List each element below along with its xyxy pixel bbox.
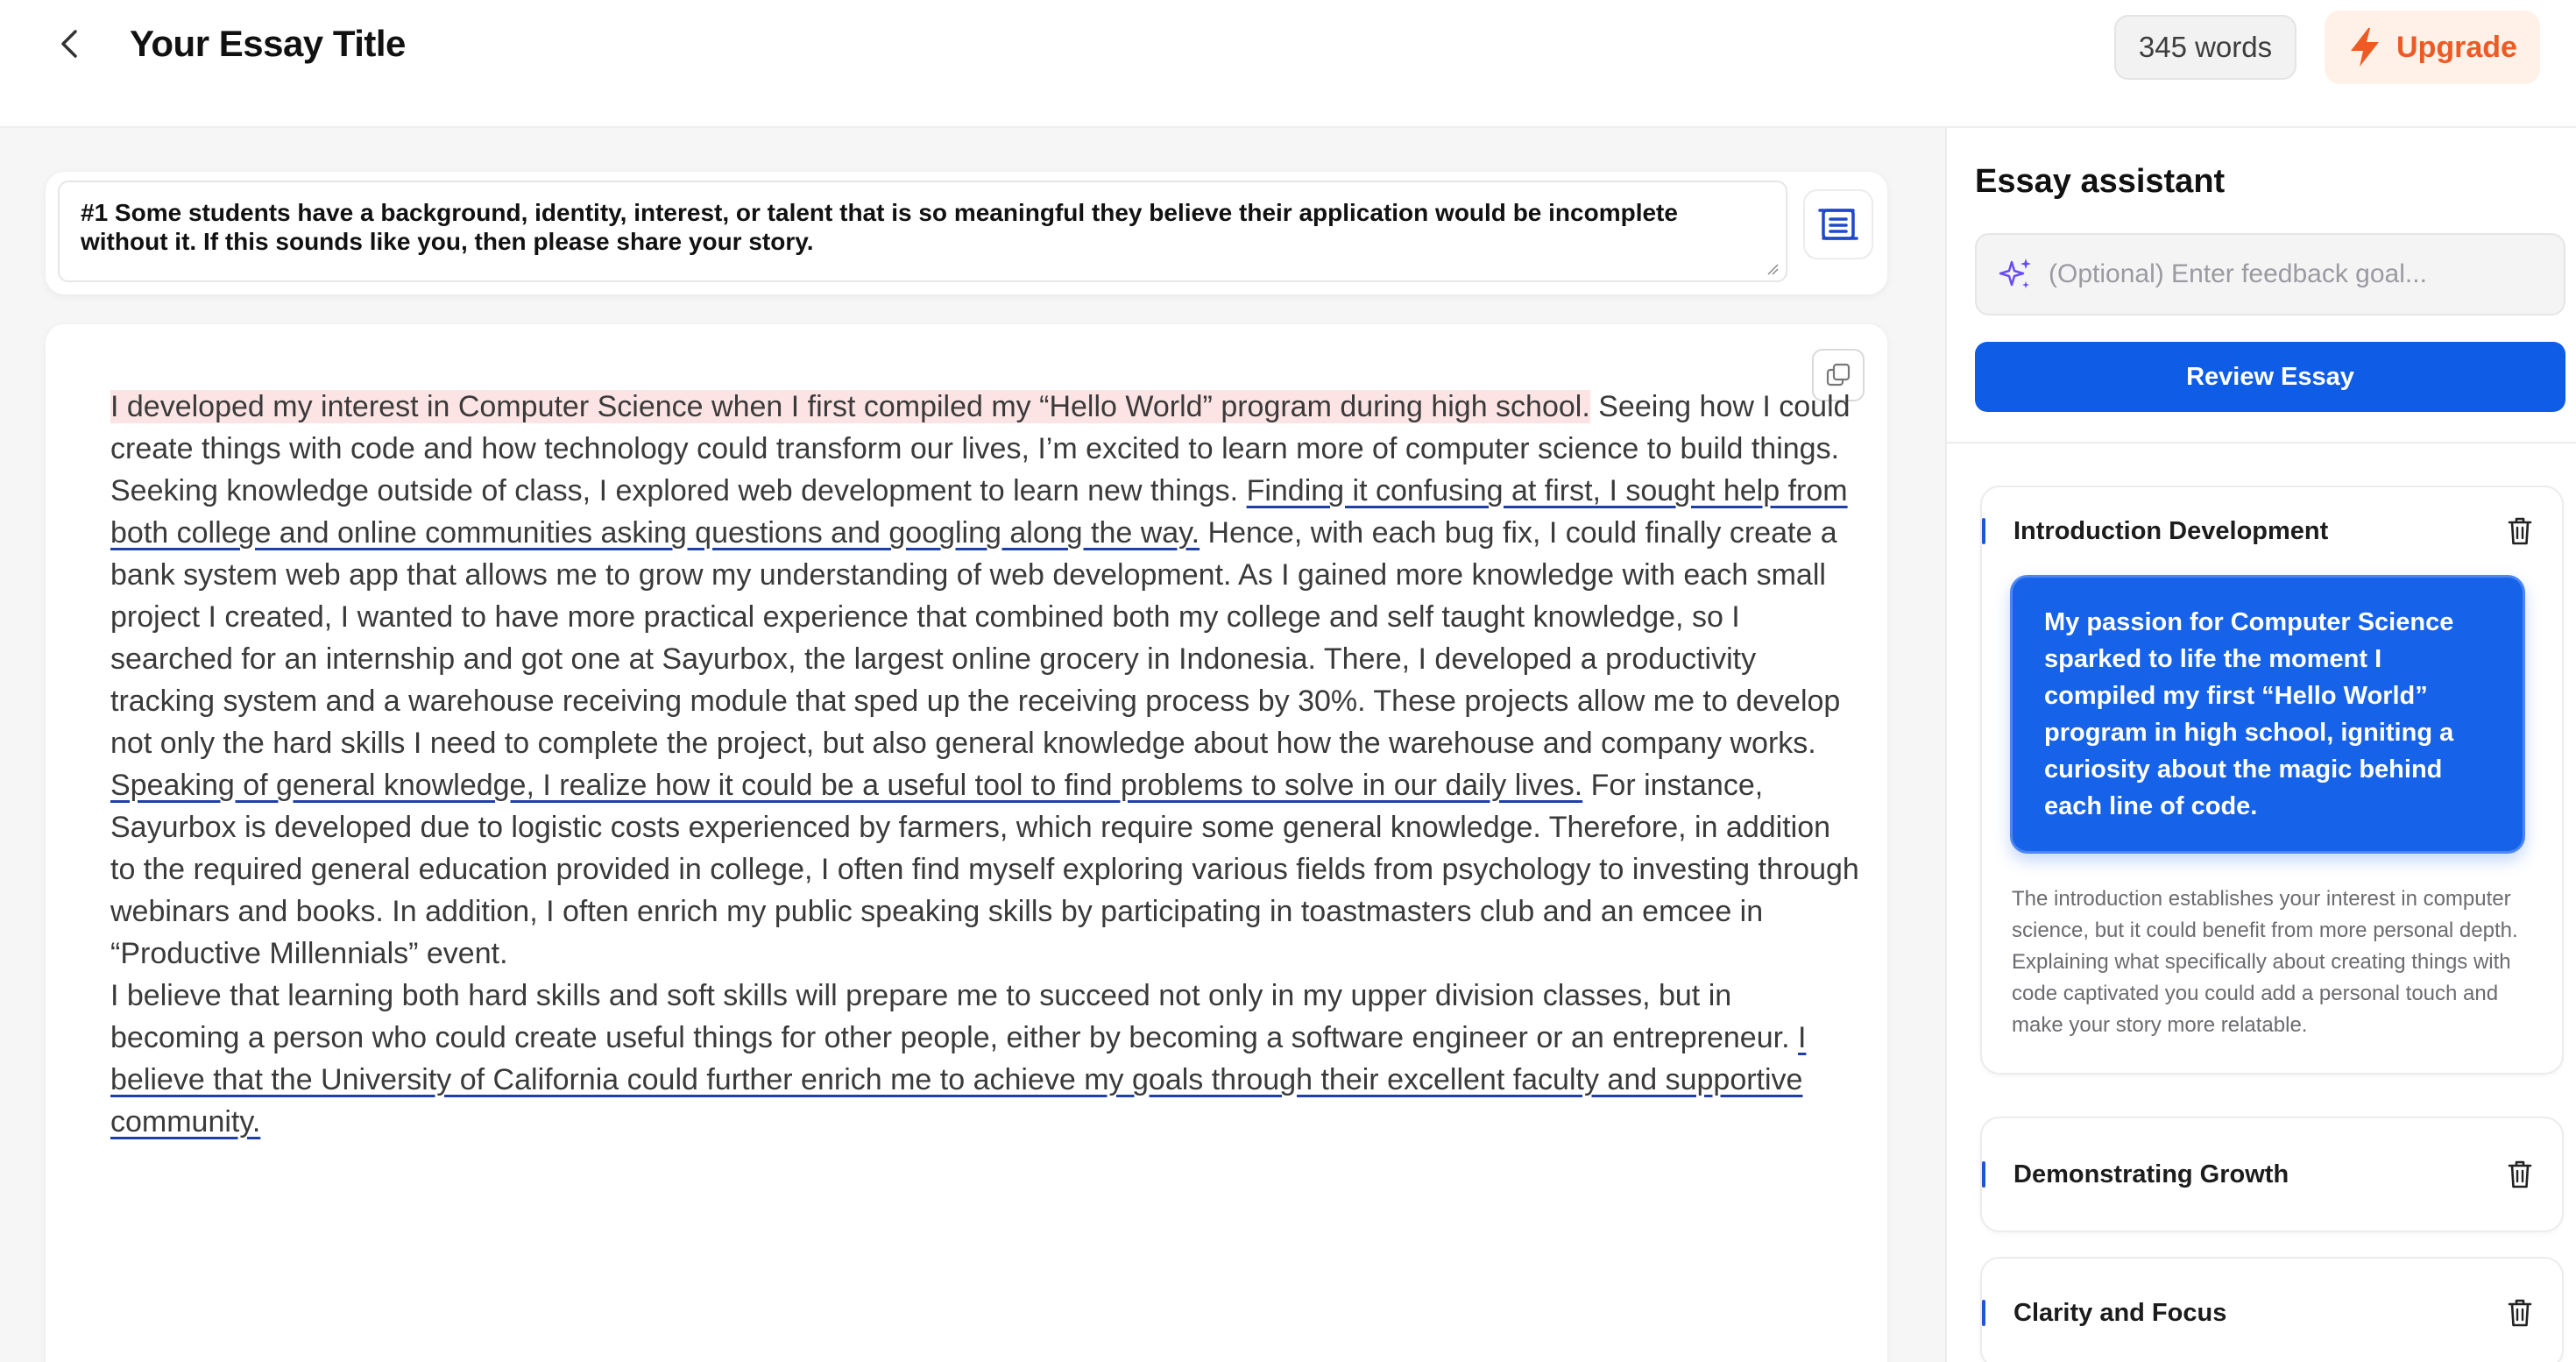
essay-paragraph: [110, 470, 1863, 764]
feedback-accent-bar: [1982, 1161, 1985, 1188]
resize-grip-icon[interactable]: [1765, 261, 1779, 275]
top-bar: [0, 0, 2576, 128]
feedback-goal-field[interactable]: [1975, 233, 2565, 316]
feedback-title: Demonstrating Growth: [2013, 1160, 2289, 1188]
trash-icon: [2507, 1298, 2533, 1328]
prompt-library-button[interactable]: [1803, 189, 1873, 259]
feedback-card: [1980, 486, 2564, 1075]
trash-icon: [2507, 1160, 2533, 1189]
essay-text-run: I believe that learning both hard skills and soft skills will prepare me to succeed not only in my upper division classes, but in becoming a person who could create useful things for other people, either by becoming a software engineer or an entrepreneur.: [110, 979, 1798, 1054]
page-title: Your Essay Title: [130, 23, 406, 64]
essay-text-run: Hence, with each bug fix, I could finally create a bank system web app that allows me to grow my understanding of web development. As I gained more knowledge with each small project I created, I wanted to have more practical experience that combined both my college and self taught knowledge, so I searched for an internship and got one at Sayurbox, the largest online grocery in Indonesia. There, I developed a productivity tracking system and a warehouse receiving module that sped up the receiving process by 30%. These projects allow me to develop not only the hard skills I need to complete the project, but also general knowledge about how the warehouse and company works.: [110, 516, 1841, 760]
trash-icon: [2507, 516, 2533, 546]
underlined-sentence[interactable]: Finding it confusing at first, I sought help from both college and online communities asking questions and googling along the way.: [110, 474, 1848, 550]
feedback-title: Introduction Development: [2013, 516, 2329, 545]
word-count-badge: 345 words: [2114, 15, 2296, 80]
delete-feedback-button[interactable]: [2504, 1159, 2536, 1190]
prompt-text: #1 Some students have a background, identity, interest, or talent that is so meaningful they believe their application would be incomplete without it. If this sounds like you, then please share your story.: [81, 199, 1678, 255]
editor-area: [0, 128, 1945, 1362]
feedback-description: The introduction establishes your interest in computer science, but it could benefit from more personal depth. Explaining what specifically about creating things with code captivated you could add a personal touch and make your story more relatable.: [2012, 887, 2518, 1037]
panel-divider: [1947, 442, 2576, 443]
underlined-sentence[interactable]: Speaking of general knowledge, I realize how it could be a useful tool to find problems to solve in our daily lives.: [110, 769, 1583, 802]
copy-icon: [1825, 362, 1851, 388]
upgrade-label: Upgrade: [2396, 30, 2517, 64]
essay-assistant-panel: [1945, 128, 2576, 1362]
feedback-goal-input[interactable]: [2049, 259, 2557, 289]
upgrade-button[interactable]: [2325, 11, 2540, 84]
sparkles-icon: [1996, 255, 2035, 294]
feedback-card-header[interactable]: [1982, 1259, 2562, 1362]
feedback-card: [1980, 1257, 2564, 1362]
feedback-accent-bar: [1982, 1300, 1985, 1326]
prompt-list-icon: [1818, 207, 1858, 242]
essay-text-run: For instance, Sayurbox is developed due to logistic costs experienced by farmers, which require some general knowledge. Therefore, in addition to the required general education provided in college, I often find myself exploring various fields from psychology to investing through webinars and books. In addition, I often enrich my public speaking skills by participating in toastmasters club and an emcee in “Productive Millennials” event.: [110, 769, 1859, 970]
delete-feedback-button[interactable]: [2504, 515, 2536, 547]
essay-text[interactable]: [110, 386, 1863, 1143]
essay-editor[interactable]: [46, 324, 1887, 1362]
prompt-textarea[interactable]: [58, 181, 1787, 282]
back-button[interactable]: [46, 19, 95, 68]
feedback-title: Clarity and Focus: [2013, 1298, 2227, 1327]
delete-feedback-button[interactable]: [2504, 1297, 2536, 1329]
assistant-title: Essay assistant: [1975, 163, 2226, 200]
lightning-icon: [2347, 26, 2382, 68]
prompt-card: [46, 172, 1887, 294]
essay-text-run: Seeing how I could create things with code and how technology could transform our lives, I’m excited to learn more of computer science to build things.: [110, 390, 1851, 465]
chevron-left-icon: [58, 26, 82, 61]
feedback-card: [1980, 1117, 2564, 1232]
underlined-sentence[interactable]: I believe that the University of California could further enrich me to achieve my goals through their excellent faculty and supportive community.: [110, 1021, 1807, 1139]
feedback-list: [1980, 486, 2564, 1362]
suggested-rewrite[interactable]: My passion for Computer Science sparked to life the moment I compiled my first “Hello World” program in high school, igniting a curiosity about the magic behind each line of code.: [2010, 575, 2525, 854]
review-essay-button[interactable]: Review Essay: [1975, 342, 2565, 412]
highlighted-sentence[interactable]: I developed my interest in Computer Science when I first compiled my “Hello World” program during high school.: [110, 390, 1590, 423]
essay-text-run: Seeking knowledge outside of class, I explored web development to learn new things.: [110, 474, 1247, 507]
feedback-accent-bar: [1982, 518, 1985, 544]
essay-paragraph: [110, 764, 1863, 975]
feedback-card-header[interactable]: [1982, 1118, 2562, 1231]
essay-paragraph: [110, 386, 1863, 470]
feedback-card-header[interactable]: [1982, 487, 2562, 575]
essay-paragraph: [110, 975, 1863, 1143]
